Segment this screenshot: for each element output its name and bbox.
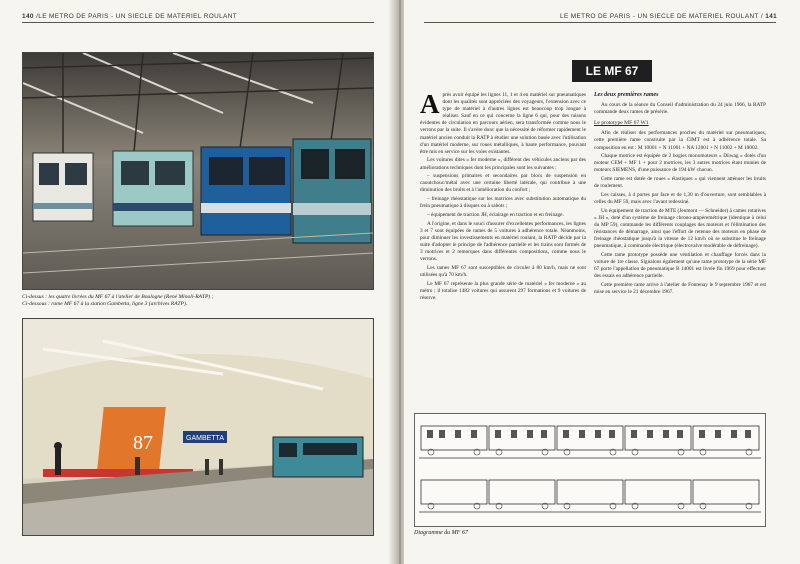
section-subhead: Les deux premières rames <box>594 92 659 98</box>
text-column-2 <box>594 92 766 298</box>
left-running-head <box>22 13 237 20</box>
caption-bottom: Ci-dessous : rame MF 67 à la station Gambetta, ligne 3 (archives RATP). <box>22 301 188 307</box>
col1-para-8: Le MF 67 représente la plus grande série de matériel « fer moderne » au métro ; il totalise 1482 voitures qui assurent 297 formations et 9 voitures de réserve. <box>420 280 586 301</box>
col2-para-6: Cette rame prototype possède une ventilation et chauffage forcés dans la voiture de 1re classe. Signalons également qu'une rame prototype de la série MF 67 porte l'appellation de pneumatique B 14001 est livrée fin 1969 pour effectuer des essais en adhérence partielle. <box>594 251 766 280</box>
col2-para-7: Cette première rame arrive à l'atelier de Fontenay le 9 septembre 1967 et est mise en service le 21 décembre 1967. <box>594 281 766 295</box>
mf67-diagram <box>414 413 766 527</box>
right-running-head <box>560 13 777 20</box>
col1-para-6: A l'origine, et dans le souci d'assurer d'excellentes performances, les lignes 3 et 7 sont équipées de rames de 5 voitures à adhérence totale. Néanmoins, pour diminuer les investissements en matériel roulant, la RATP décide par la suite d'adopter le principe de l'adhérence partielle et les trains sont formés de 3 motrices et 2 remorques dans différentes compositions, comme nous le verrons. <box>420 220 586 263</box>
col2-para-5: Un équipement de traction de MTE (Jeumont — Schneider) à cames rotatives « JH », doté d'un système de freinage chrono-ampèremétrique (identique à celui du MP 59), commande les différents couplages des moteurs et l'élimination des résistances de démarrage, ainsi que l'effort de retenue des moteurs en phase de freinage rhéostatique jusqu'à la vitesse de 12 km/h où se substitue le freinage pneumatique, à commande électrique (électrovalve modérable de défreinage). <box>594 207 766 250</box>
right-page-number: 141 <box>765 13 778 20</box>
col2-para-3: Cette rame est dotée de roues « élastiques » qui viennent atténuer les bruits de roulement. <box>594 176 766 190</box>
left-page <box>0 0 396 564</box>
station-ad-number: 87 <box>133 432 153 454</box>
col1-para-4: – freinage rhéostatique sur les motrices avec substitution automatique du frein pneumatique à disques ou à sabots ; <box>420 196 586 210</box>
col1-para-3: – suspensions primaires et secondaires par blocs de suspension en caoutchouc/métal avec une certaine liberté latérale, qui contribue à une diminution des bruits et à l'amélioration du confort ; <box>420 173 586 194</box>
left-page-number: 140 <box>22 13 34 20</box>
right-running-title: LE METRO DE PARIS - UN SIECLE DE MATERIEL ROULANT / <box>560 13 764 20</box>
col1-para-5: – équipement de traction JH, éclairage en traction et en freinage. <box>427 211 564 218</box>
text-column-1 <box>420 89 586 303</box>
mf67-train-in-station <box>273 437 363 477</box>
col2-para-intro: Au cours de la séance du Conseil d'administration du 24 juin 1966, la RATP commande deux rames de présérie. <box>594 102 766 116</box>
depot-trains-photo <box>22 52 374 290</box>
col1-para-7: Les rames MF 67 sont susceptibles de circuler à 80 km/h, mais ne sont utilisées qu'à 70 km/h. <box>420 264 586 278</box>
right-header-rule <box>424 22 776 23</box>
diagram-drawing <box>415 414 765 526</box>
left-running-title: /LE METRO DE PARIS - UN SIECLE DE MATERIEL ROULANT <box>36 13 238 20</box>
col2-para-1: Afin de réaliser des performances proches du matériel sur pneumatiques, cette première rame construite par la CIMT est à adhérence totale. Sa composition en est : M 10001 + N 11001 + NA 12001 + N 11002 + M 10002. <box>594 130 766 151</box>
caption-top: Ci-dessus : les quatre livrées du MF 67 à l'atelier de Boulogne (René Minoli-RATP) ; <box>22 294 214 300</box>
col1-para-2: Les voitures dites « fer moderne », différent des véhicules anciens par des améliorations techniques dont les principales sont les suivantes : <box>420 157 586 171</box>
chapter-title: LE MF 67 <box>572 60 652 82</box>
train-white <box>33 153 93 221</box>
drop-cap: A <box>420 89 440 119</box>
prototype-subhead: Le prototype MF 67 W1 <box>594 120 649 127</box>
photo-captions <box>22 294 374 308</box>
station-name-sign: GAMBETTA <box>186 435 224 442</box>
station-photo-drawing <box>23 319 373 535</box>
depot-photo-drawing <box>23 53 373 289</box>
col2-para-2: Chaque motrice est équipée de 2 bogies monomoteurs « Düwag » dotés d'un moteur CEM + MF 1 + pour 2 motrices, les 3 autres motrices étant munies de moteurs SIEMENS, d'une puissance de 194 kW chacun. <box>594 153 766 174</box>
station-train-photo <box>22 318 374 536</box>
left-header-rule <box>22 22 374 23</box>
col2-para-4: Les caisses, à 4 portes par face et de 1,30 m d'ouverture, sont semblables à celles du MF 59, mais avec l'avant redessiné. <box>594 191 766 205</box>
diagram-caption: Diagramme du MF 67 <box>414 530 468 536</box>
col1-para-1: Après avoir équipé les lignes 11, 1 et 4 en matériel sur pneumatiques dont les qualités sont appréciées des voyageurs, l'extension avec ce type de matériel à d'autres lignes est beaucoup trop longue à réaliser. Sauf en ce qui concerne la ligne 6 qui, pour des raisons évidentes de circulation en parcours aérien, sera transformée comme nous le verrons par la suite. Il s'avère donc que la nécessité de réformer rapidement le matériel ancien conduit la RATP à étudier une solution basée avec l'utilisation d'un matériel moderne, sur roues métalliques, à haute performance, pouvant être mis en service sur les voies existantes. <box>420 89 586 155</box>
